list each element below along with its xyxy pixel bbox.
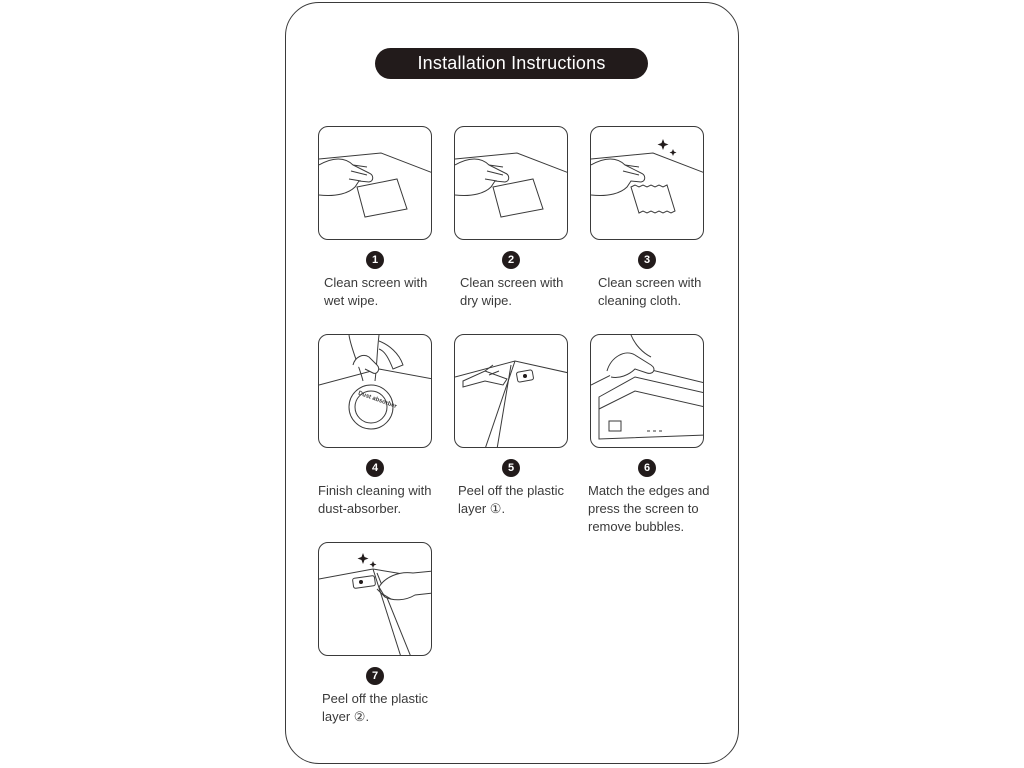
caption-line: Match the edges and (588, 483, 710, 498)
step-6 (590, 334, 720, 536)
caption-line: layer ②. (322, 709, 370, 724)
step-number: 1 (366, 251, 384, 269)
step-4-illustration (318, 334, 432, 448)
step-number: 2 (502, 251, 520, 269)
caption-line: press the screen to (588, 501, 699, 516)
caption-line: dust-absorber. (318, 501, 402, 516)
step-5 (454, 334, 584, 518)
align-press-icon (591, 335, 704, 448)
page-title: Installation Instructions (375, 48, 648, 79)
caption-line: Clean screen with (324, 275, 428, 290)
caption-line: Peel off the plastic (322, 691, 428, 706)
step-4 (318, 334, 448, 518)
caption-line: layer ①. (458, 501, 506, 516)
hand-dry-wipe-icon (455, 127, 568, 240)
step-caption (598, 274, 728, 310)
step-number: 7 (366, 667, 384, 685)
step-caption (322, 690, 452, 726)
peel-layer-2-icon (319, 543, 432, 656)
step-1 (318, 126, 448, 310)
hand-wet-wipe-icon (319, 127, 432, 240)
step-5-illustration (454, 334, 568, 448)
sticker-label: Dust absorber (357, 390, 398, 411)
caption-line: wet wipe. (324, 293, 379, 308)
step-caption (458, 482, 588, 518)
step-caption (324, 274, 454, 310)
caption-line: Clean screen with (598, 275, 702, 290)
step-caption (588, 482, 718, 536)
dust-absorber-icon (319, 335, 432, 448)
hand-cleaning-cloth-icon (591, 127, 704, 240)
caption-line: cleaning cloth. (598, 293, 682, 308)
caption-line: Clean screen with (460, 275, 564, 290)
step-2-illustration (454, 126, 568, 240)
step-2 (454, 126, 584, 310)
step-3-illustration (590, 126, 704, 240)
step-7-illustration (318, 542, 432, 656)
step-caption (318, 482, 448, 518)
step-1-illustration (318, 126, 432, 240)
caption-line: Finish cleaning with (318, 483, 432, 498)
caption-line: Peel off the plastic (458, 483, 564, 498)
caption-line: dry wipe. (460, 293, 513, 308)
peel-layer-1-icon (455, 335, 568, 448)
caption-line: remove bubbles. (588, 519, 685, 534)
step-number: 3 (638, 251, 656, 269)
step-number: 4 (366, 459, 384, 477)
step-caption (460, 274, 590, 310)
step-3 (590, 126, 720, 310)
step-number: 6 (638, 459, 656, 477)
step-6-illustration (590, 334, 704, 448)
step-7 (318, 542, 448, 726)
step-number: 5 (502, 459, 520, 477)
